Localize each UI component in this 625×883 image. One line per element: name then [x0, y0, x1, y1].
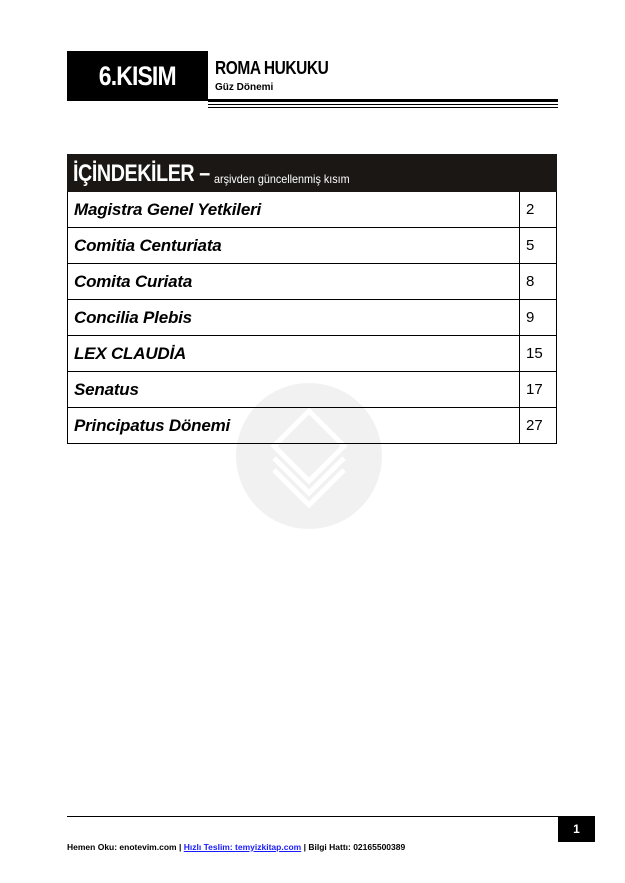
toc-entry-title: LEX CLAUDİA	[68, 336, 520, 371]
toc-entry[interactable]	[67, 408, 557, 444]
document-subtitle: Güz Dönemi	[215, 82, 274, 93]
footer-read-label: Hemen Oku: enotevim.com	[67, 842, 177, 852]
toc-entry[interactable]	[67, 192, 557, 228]
footer-separator: |	[178, 842, 182, 852]
toc-heading-note: arşivden güncellenmiş kısım	[213, 172, 350, 186]
toc-entry[interactable]	[67, 228, 557, 264]
toc-entry-title: Comitia Centuriata	[68, 228, 520, 263]
document-title: ROMA HUKUKU	[215, 58, 329, 78]
footer-hotline: Bilgi Hattı: 02165500389	[308, 842, 406, 852]
footer-text	[67, 842, 405, 852]
toc-entry-title: Magistra Genel Yetkileri	[68, 192, 520, 227]
header-rule	[208, 107, 558, 108]
table-of-contents	[67, 154, 557, 444]
toc-entry-page: 5	[526, 237, 535, 254]
delivery-link[interactable]: Hızlı Teslim: temyizkitap.com	[183, 842, 302, 852]
toc-entry-page: 2	[526, 201, 535, 218]
toc-entry-page: 17	[526, 381, 543, 398]
toc-entry[interactable]	[67, 264, 557, 300]
toc-entry-title: Concilia Plebis	[68, 300, 520, 335]
toc-entry-page: 9	[526, 309, 535, 326]
header-rule	[208, 104, 558, 105]
toc-entry-title: Senatus	[68, 372, 520, 407]
toc-entry[interactable]	[67, 336, 557, 372]
toc-entry-page: 27	[526, 417, 543, 434]
part-label: 6.KISIM	[99, 60, 176, 91]
toc-entry-title: Principatus Dönemi	[68, 408, 520, 443]
toc-heading	[67, 154, 557, 192]
page-number: 1	[558, 816, 595, 842]
toc-entry-page: 15	[526, 345, 543, 362]
toc-title: İÇİNDEKİLER –	[73, 160, 210, 187]
part-label-box	[67, 51, 208, 101]
toc-entry-title: Comita Curiata	[68, 264, 520, 299]
toc-entry[interactable]	[67, 372, 557, 408]
footer-separator: |	[303, 842, 306, 852]
toc-entry-page: 8	[526, 273, 535, 290]
toc-entry[interactable]	[67, 300, 557, 336]
footer-rule	[67, 816, 559, 817]
header-rule	[208, 99, 558, 102]
